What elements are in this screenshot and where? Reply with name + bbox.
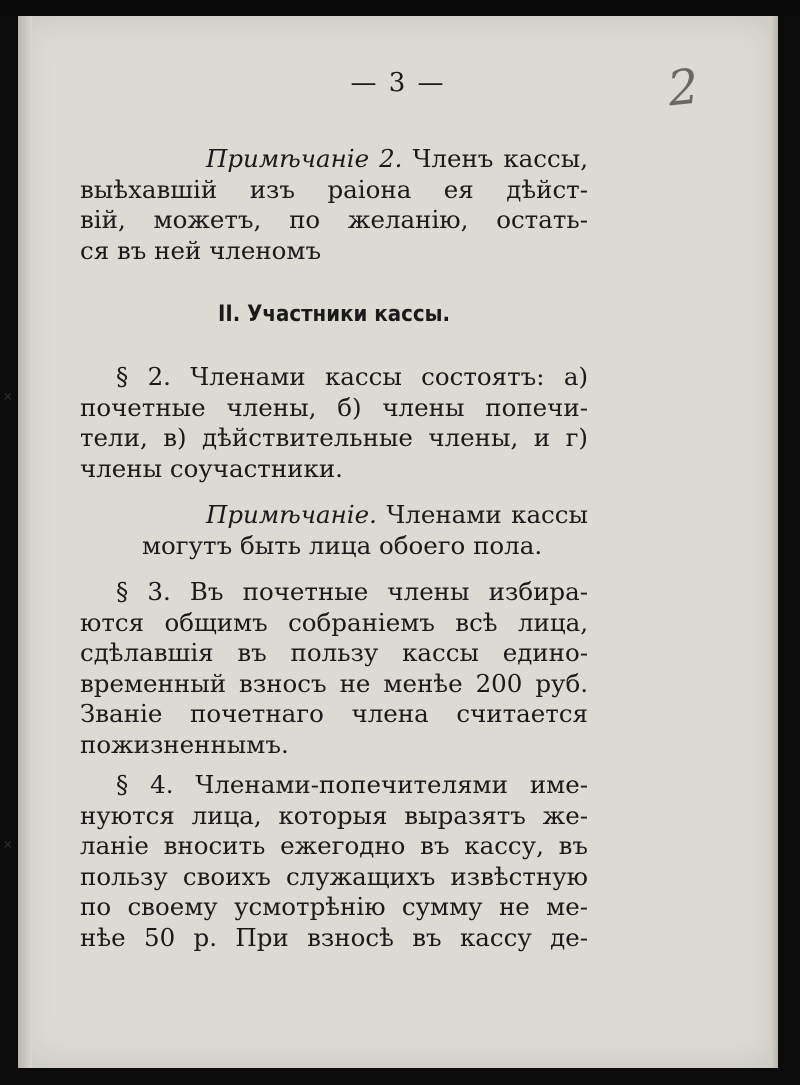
para3-line-1: § 3. Въ почетные члены избира-: [116, 577, 588, 606]
page-number: — 3 —: [350, 68, 446, 98]
para3-line-5: Званiе почетнаго члена считается: [80, 699, 588, 728]
note-lead: Примѣчанiе.: [206, 500, 377, 529]
note-line-1: Примѣчанiе. Членами кассы: [206, 500, 588, 529]
para4-line-6: нѣе 50 р. При взносѣ въ кассу де-: [80, 922, 588, 952]
book-page: [4, 16, 778, 1068]
para2-line-2: почетные члены, б) члены попечи-: [80, 392, 588, 422]
pencil-annotation: 2: [665, 58, 702, 118]
note2-line-3: вiй, можетъ, по желанiю, остать-: [80, 205, 588, 234]
para3-line-3: сдѣлавшiя въ пользу кассы едино-: [80, 638, 588, 667]
para3-line-4: временный взносъ не менѣе 200 руб.: [80, 668, 588, 698]
note-line-2: могутъ быть лица обоего пола.: [142, 530, 543, 560]
para2-line-3: тели, в) дѣйствительные члены, и г): [80, 423, 588, 452]
page-edge-shadow: [770, 16, 778, 1068]
note2-line-2: выѣхавшiй изъ раiона ея дѣйст-: [80, 174, 588, 204]
page-gutter-shadow: [18, 16, 32, 1068]
para4-line-4: пользу своихъ служащихъ извѣстную: [80, 861, 588, 891]
para2-line-1: § 2. Членами кассы состоятъ: а): [116, 362, 588, 391]
binding-mark: ˟: [4, 836, 12, 860]
para4-line-3: ланiе вносить ежегодно въ кассу, въ: [80, 831, 588, 860]
note2-line-1: Примѣчанiе 2. Членъ кассы,: [206, 144, 589, 173]
para4-line-5: по своему усмотрѣнiю сумму не ме-: [80, 892, 588, 921]
para3-line-6: пожизненнымъ.: [80, 729, 289, 759]
note2-lead: Примѣчанiе 2.: [206, 144, 403, 173]
para4-line-2: нуются лица, которыя выразятъ же-: [80, 800, 588, 830]
para2-line-4: члены соучастники.: [80, 453, 343, 483]
scan-border: [0, 0, 800, 16]
note2-line-4: ся въ ней членомъ: [80, 235, 322, 265]
page-body: [80, 144, 588, 953]
para3-line-2: ются общимъ собранiемъ всѣ лица,: [80, 607, 588, 637]
para4-line-1: § 4. Членами-попечителями име-: [116, 770, 588, 799]
binding-mark: ˟: [4, 388, 12, 412]
section-heading: II. Участники кассы.: [217, 302, 451, 327]
